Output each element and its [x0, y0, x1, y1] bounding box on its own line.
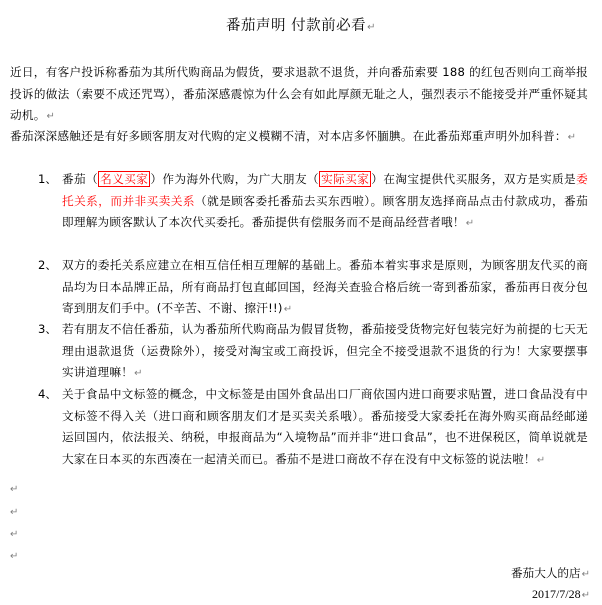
paragraph-mark-icon: ↵ — [134, 368, 143, 379]
actual-buyer-highlight: 实际买家 — [321, 172, 370, 186]
paragraph-mark-icon: ↵ — [536, 454, 546, 466]
list-number: 1、 — [38, 172, 57, 186]
paragraph-mark-icon: ↵ — [10, 551, 19, 562]
item-text: 若有朋友不信任番茄，认为番茄所代购商品为假冒货物，番茄接受货物完好包装完好为前提的七天无理由退款退货（运费除外），接受对淘宝或工商投诉，但完全不接受退款不退货的行为！大家要摆事实讲道理嘛！ — [62, 322, 588, 379]
statement-text: 番茄深深感触还是有好多顾客朋友对代购的定义模糊不清，对本店多怀腼腆。在此番茄郑重声明外加科普： — [10, 129, 567, 143]
paragraph-mark-icon: ↵ — [367, 22, 376, 33]
nominal-buyer-highlight: 名义买家 — [100, 172, 149, 186]
date-text: 2017/7/28 — [531, 587, 581, 601]
list-item-body — [62, 255, 588, 321]
date-line — [532, 587, 590, 602]
list-item-body — [62, 384, 588, 471]
paragraph-mark-icon: ↵ — [465, 218, 475, 229]
item-text: 关于食品中文标签的概念，中文标签是由国外食品出口厂商依国内进口商要求贴置，进口食品没有中文标签不得入关（进口商和顾客朋友们才是买卖关系哦）。番茄接受大家委托在海外购买商品经邮递运回国内，依法报关、纳税，申报商品为“入境物品”而并非“进口食品”，也不进保税区，简单说就是大家在日本买的东西凑在一起清关而已。番茄不是进口商故不存在没有中文标签的说法啦！ — [62, 387, 588, 466]
title-text: 番茄声明 付款前必看 — [226, 18, 367, 34]
paragraph-mark-icon: ↵ — [283, 304, 293, 315]
list-number: 3、 — [38, 322, 57, 336]
paragraph-mark-icon: ↵ — [10, 484, 19, 495]
list-item-2 — [10, 255, 588, 321]
list-item-4 — [10, 384, 588, 471]
item-text: 番茄（ — [62, 172, 99, 186]
signature — [511, 565, 590, 581]
item-text: （就是顾客委托番茄去买东西啦）。顾客朋友选择商品点击付款成功，番茄即理解为顾客默认了本次代买委托。番茄提供有偿服务而不是商品经营者哦！ — [62, 193, 588, 229]
paragraph-intro — [10, 62, 588, 128]
list-item-body — [62, 169, 588, 235]
signature-text: 番茄大人的店 — [511, 566, 581, 580]
paragraph-mark-icon: ↵ — [46, 111, 56, 122]
document-title — [0, 14, 602, 35]
item-text: 双方的委托关系应建立在相互信任相互理解的基础上。番茄本着实事求是原则，为顾客朋友代买的商品均为日本品牌正品，所有商品打包直邮回国，经海关查验合格后统一寄到番茄家，番茄再日夜分包寄到朋友们手中。(不辛苦、不谢、擦汗!!) — [62, 258, 588, 315]
list-number: 4、 — [38, 387, 57, 401]
list-item-1 — [10, 169, 588, 235]
item-text: ）在淘宝提供代买服务，双方是实质是 — [371, 172, 577, 186]
paragraph-mark-icon: ↵ — [567, 132, 577, 143]
paragraph-statement — [10, 126, 588, 149]
list-item-body — [62, 319, 588, 385]
paragraph-mark-icon: ↵ — [10, 529, 19, 540]
paragraph-mark-icon: ↵ — [10, 507, 19, 518]
paragraph-mark-icon: ↵ — [581, 590, 590, 601]
relationship-highlight: 委托关系，而并非买卖关系 — [62, 172, 588, 208]
list-number: 2、 — [38, 258, 57, 272]
list-item-3 — [10, 319, 588, 385]
item-text: ）作为海外代购，为广大朋友（ — [150, 172, 320, 186]
paragraph-mark-icon: ↵ — [581, 569, 590, 580]
intro-text: 近日，有客户投诉称番茄为其所代购商品为假货，要求退款不退货，并向番茄索要 188 的红包否则向工商举报投诉的做法（索要不成还咒骂），番茄深感震惊为什么会有如此厚颜无耻之人，强烈表示不能接受并严重怀疑其动机。 — [10, 65, 588, 122]
